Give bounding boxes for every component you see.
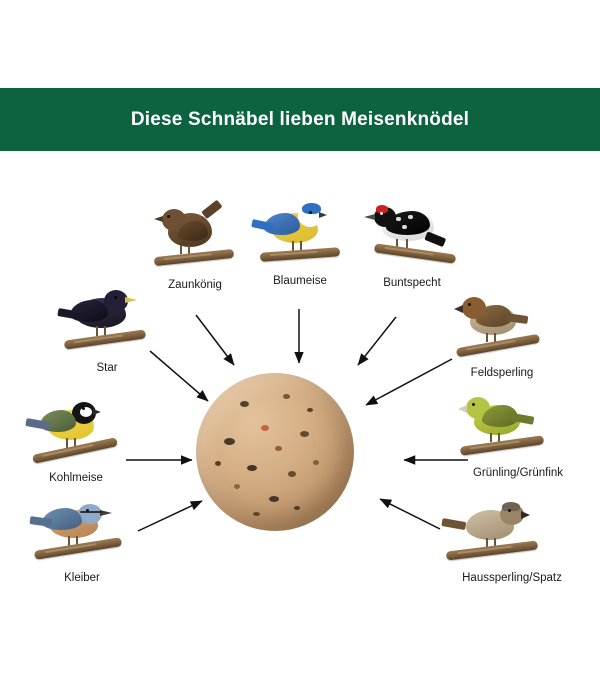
meisenknoedel-fat-ball <box>196 373 354 531</box>
branch-perch <box>456 334 540 357</box>
bird-illustration-haussperling <box>432 496 592 570</box>
bird-illustration-blaumeise <box>246 199 354 273</box>
branch-perch <box>34 537 122 560</box>
bird-card-blaumeise <box>246 199 354 287</box>
bird-illustration-gruenling <box>444 391 592 465</box>
bird-card-star <box>52 286 162 374</box>
branch-perch <box>446 540 538 560</box>
page-title: Diese Schnäbel lieben Meisenknödel <box>130 108 470 130</box>
branch-perch <box>154 249 235 266</box>
bird-label-kohlmeise: Kohlmeise <box>49 472 103 484</box>
branch-perch <box>460 435 544 456</box>
bird-label-feldsperling: Feldsperling <box>470 367 534 379</box>
bird-illustration-kleiber <box>22 496 142 570</box>
bird-label-buntspecht: Buntspecht <box>383 277 441 289</box>
bird-label-haussperling: Haussperling/Spatz <box>462 572 562 584</box>
bird-illustration-feldsperling <box>440 291 564 365</box>
bird-card-haussperling <box>432 496 592 584</box>
bird-card-gruenling <box>444 391 592 479</box>
bird-label-zaunkoenig: Zaunkönig <box>168 279 222 291</box>
bird-card-zaunkoenig <box>140 203 250 291</box>
bird-label-star: Star <box>96 362 118 374</box>
arrow-kleiber <box>138 501 202 531</box>
arrow-buntspecht <box>358 317 396 365</box>
bird-label-blaumeise: Blaumeise <box>273 275 327 287</box>
bird-card-feldsperling <box>440 291 564 379</box>
bird-illustration-star <box>52 286 162 360</box>
bird-label-kleiber: Kleiber <box>64 572 100 584</box>
branch-perch <box>260 247 340 262</box>
branch-perch <box>374 243 456 263</box>
bird-illustration-buntspecht <box>352 201 472 275</box>
bird-card-kleiber <box>22 496 142 584</box>
bird-label-gruenling: Grünling/Grünfink <box>472 467 564 479</box>
diagram-area <box>0 151 600 661</box>
bird-illustration-zaunkoenig <box>140 203 250 277</box>
bird-card-buntspecht <box>352 201 472 289</box>
bird-illustration-kohlmeise <box>18 396 134 470</box>
arrow-zaunkoenig <box>196 315 234 365</box>
header-banner <box>0 88 600 151</box>
bird-card-kohlmeise <box>18 396 134 484</box>
arrow-haussperling <box>380 499 440 529</box>
